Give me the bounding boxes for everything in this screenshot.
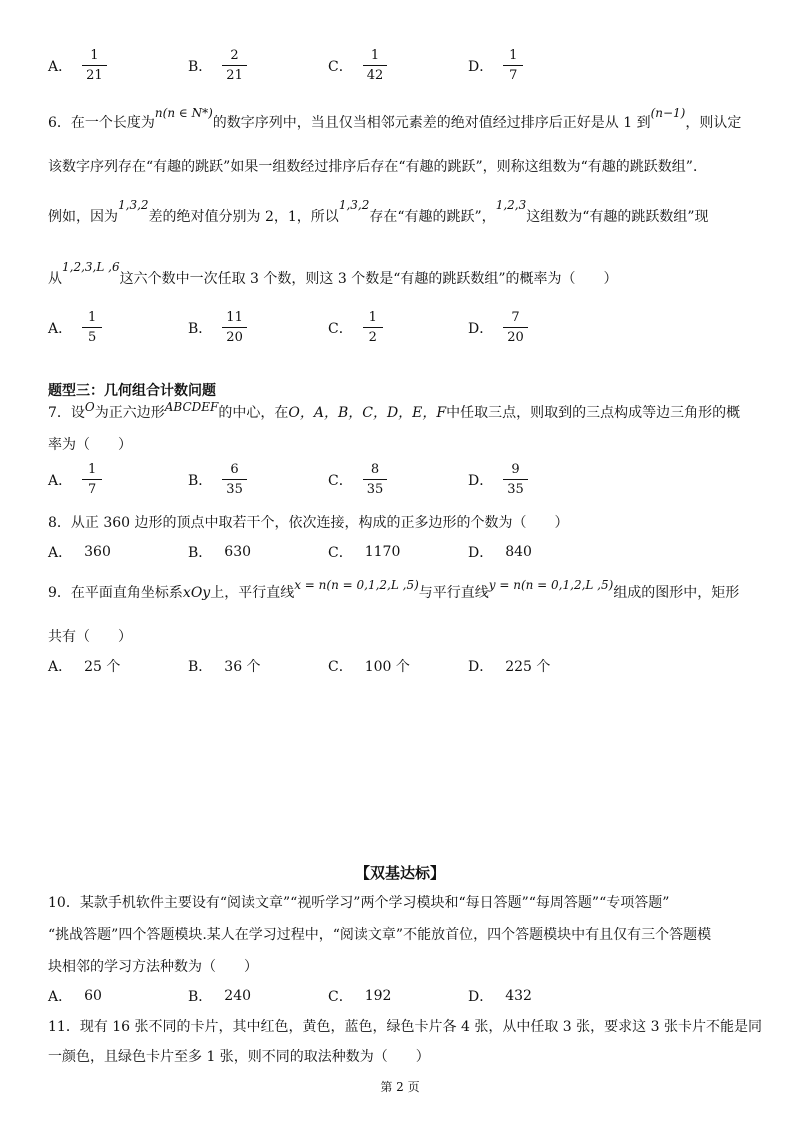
- text: 9．在平面直角坐标系: [48, 585, 183, 601]
- fraction: $\frac{1}{42}$: [365, 48, 386, 83]
- text: 中任取三点，则取到的三点构成等边三角形的概: [446, 405, 741, 421]
- q6-line-1: [48, 106, 742, 132]
- option-value: 225 个: [505, 659, 551, 675]
- q10-option-b[interactable]: [188, 986, 251, 1006]
- text: 存在“有趣的跳跃”，: [369, 209, 496, 225]
- q6-line-3: [48, 198, 709, 226]
- option-label: B．: [188, 659, 213, 675]
- q5-option-d[interactable]: [468, 48, 521, 83]
- q7-option-d[interactable]: [468, 462, 526, 497]
- option-label: B．: [188, 58, 213, 75]
- option-value: 60: [84, 988, 102, 1004]
- option-label: B．: [188, 472, 213, 489]
- fraction: $\frac{1}{7}$: [84, 462, 100, 497]
- text: 这六个数中一次任取 3 个数，则这 3 个数是“有趣的跳跃数组”的概率为（ ）: [119, 271, 618, 287]
- fraction: $\frac{11}{20}$: [224, 310, 245, 345]
- text: 的数字序列中，当且仅当相邻元素差的绝对值经过排序后正好是从 1 到: [212, 115, 651, 131]
- q10-option-a[interactable]: [48, 986, 102, 1006]
- option-label: B．: [188, 989, 213, 1005]
- option-label: A．: [48, 989, 73, 1005]
- math-expression: 1,2,3: [495, 198, 527, 212]
- fraction: $\frac{1}{2}$: [365, 310, 381, 345]
- option-label: C．: [328, 989, 353, 1005]
- text: 的中心，在: [218, 405, 289, 421]
- q10-line-2: “挑战答题”四个答题模块.某人在学习过程中，“阅读文章”不能放首位，四个答题模块中有且仅有三个答题模: [48, 927, 712, 943]
- option-label: C．: [328, 320, 353, 337]
- fraction: $\frac{6}{35}$: [224, 462, 245, 497]
- section-title: 【双基达标】: [354, 864, 445, 882]
- q8-option-a[interactable]: [48, 542, 111, 562]
- q5-option-b[interactable]: [188, 48, 245, 83]
- fraction: $\frac{8}{35}$: [365, 462, 386, 497]
- option-label: A．: [48, 472, 73, 489]
- option-label: D．: [468, 58, 494, 75]
- option-value: 360: [84, 544, 111, 560]
- text: 7．设: [48, 405, 85, 421]
- math-expression: y = n(n = 0,1,2,L ,5): [488, 578, 614, 592]
- q6-option-d[interactable]: [468, 310, 526, 345]
- option-label: C．: [328, 659, 353, 675]
- option-label: D．: [468, 989, 494, 1005]
- q7-line-2: 率为（ ）: [48, 437, 132, 453]
- text: 与平行直线: [418, 585, 489, 601]
- q7-option-c[interactable]: [328, 462, 385, 497]
- q11-line-2: 一颜色，且绿色卡片至多 1 张，则不同的取法种数为（ ）: [48, 1049, 430, 1065]
- text: 例如，因为: [48, 209, 118, 225]
- math-text: O，A，B，C，D，E，F: [288, 405, 447, 421]
- q6-line-2: 该数字序列存在“有趣的跳跃”如果一组数经过排序后存在“有趣的跳跃”，则称这组数为“有趣的跳跃数组”．: [48, 159, 707, 175]
- option-value: 240: [224, 988, 252, 1004]
- math-expression: x = n(n = 0,1,2,L ,5): [294, 578, 419, 592]
- option-value: 25 个: [84, 659, 121, 675]
- option-label: C．: [328, 545, 353, 561]
- q9-option-d[interactable]: [468, 656, 550, 676]
- option-label: B．: [188, 545, 213, 561]
- page-number: 第 2 页: [380, 1080, 420, 1094]
- q9-line-1: [48, 578, 740, 602]
- q7-option-b[interactable]: [188, 462, 245, 497]
- text: 6．在一个长度为: [48, 115, 155, 131]
- q9-option-c[interactable]: [328, 656, 410, 676]
- option-value: 192: [364, 988, 392, 1004]
- option-value: 630: [224, 544, 252, 560]
- option-label: D．: [468, 472, 494, 489]
- math-expression: (n−1): [650, 106, 686, 120]
- q8-line-1: 8．从正 360 边形的顶点中取若干个，依次连接，构成的正多边形的个数为（ ）: [48, 515, 569, 531]
- option-value: 432: [505, 988, 532, 1004]
- option-label: A．: [48, 545, 73, 561]
- fraction: $\frac{1}{21}$: [84, 48, 105, 83]
- option-label: C．: [328, 472, 353, 489]
- fraction: $\frac{9}{35}$: [505, 462, 526, 497]
- text: 上，平行直线: [210, 585, 295, 601]
- q10-option-d[interactable]: [468, 986, 532, 1006]
- q6-option-b[interactable]: [188, 310, 245, 345]
- q8-option-b[interactable]: [188, 542, 251, 562]
- q9-line-2: 共有（ ）: [48, 629, 132, 645]
- option-label: A．: [48, 58, 73, 75]
- q10-option-c[interactable]: [328, 986, 391, 1006]
- q10-line-3: 块相邻的学习方法种数为（ ）: [48, 959, 258, 975]
- option-label: D．: [468, 545, 494, 561]
- math-expression: 1,3,2: [118, 198, 149, 212]
- text: 组成的图形中，矩形: [613, 585, 740, 601]
- q6-option-a[interactable]: [48, 310, 100, 345]
- text: 从: [48, 271, 62, 287]
- q7-option-a[interactable]: [48, 462, 100, 497]
- math-expression: n(n ∈ N*): [154, 106, 213, 120]
- q6-option-c[interactable]: [328, 310, 381, 345]
- q6-line-4: [48, 260, 618, 288]
- q8-option-c[interactable]: [328, 542, 400, 562]
- fraction: $\frac{2}{21}$: [224, 48, 245, 83]
- q5-option-a[interactable]: [48, 48, 105, 83]
- option-label: D．: [468, 320, 494, 337]
- math-text: xOy: [182, 585, 211, 601]
- section-heading: 题型三：几何组合计数问题: [48, 383, 216, 399]
- q10-line-1: 10．某款手机软件主要设有“阅读文章”“视听学习”两个学习模块和“每日答题”“每周答题”“专项答题”: [48, 895, 670, 911]
- math-expression: 1,2,3,L ,6: [62, 260, 120, 274]
- option-label: A．: [48, 659, 73, 675]
- text: 差的绝对值分别为 2，1，所以: [148, 209, 339, 225]
- text: ，则认定: [685, 115, 742, 131]
- q9-option-b[interactable]: [188, 656, 261, 676]
- q5-option-c[interactable]: [328, 48, 385, 83]
- fraction: $\frac{7}{20}$: [505, 310, 526, 345]
- fraction: $\frac{1}{5}$: [84, 310, 100, 345]
- math-expression: O: [84, 400, 95, 414]
- option-value: 100 个: [364, 659, 410, 675]
- option-value: 840: [505, 544, 532, 560]
- q8-option-d[interactable]: [468, 542, 532, 562]
- text: 这组数为“有趣的跳跃数组”现: [526, 209, 709, 225]
- q7-line-1: [48, 402, 740, 422]
- option-label: D．: [468, 659, 494, 675]
- math-expression: 1,3,2: [338, 198, 370, 212]
- option-label: A．: [48, 320, 73, 337]
- option-label: C．: [328, 58, 353, 75]
- option-value: 1170: [364, 544, 401, 560]
- option-label: B．: [188, 320, 213, 337]
- text: 为正六边形: [94, 405, 165, 421]
- option-value: 36 个: [224, 659, 261, 675]
- q9-option-a[interactable]: [48, 656, 120, 676]
- q11-line-1: 11．现有 16 张不同的卡片，其中红色，黄色，蓝色，绿色卡片各 4 张，从中任取 3 张，要求这 3 张卡片不能是同: [48, 1019, 762, 1035]
- fraction: $\frac{1}{7}$: [505, 48, 521, 83]
- math-expression: ABCDEF: [164, 400, 219, 414]
